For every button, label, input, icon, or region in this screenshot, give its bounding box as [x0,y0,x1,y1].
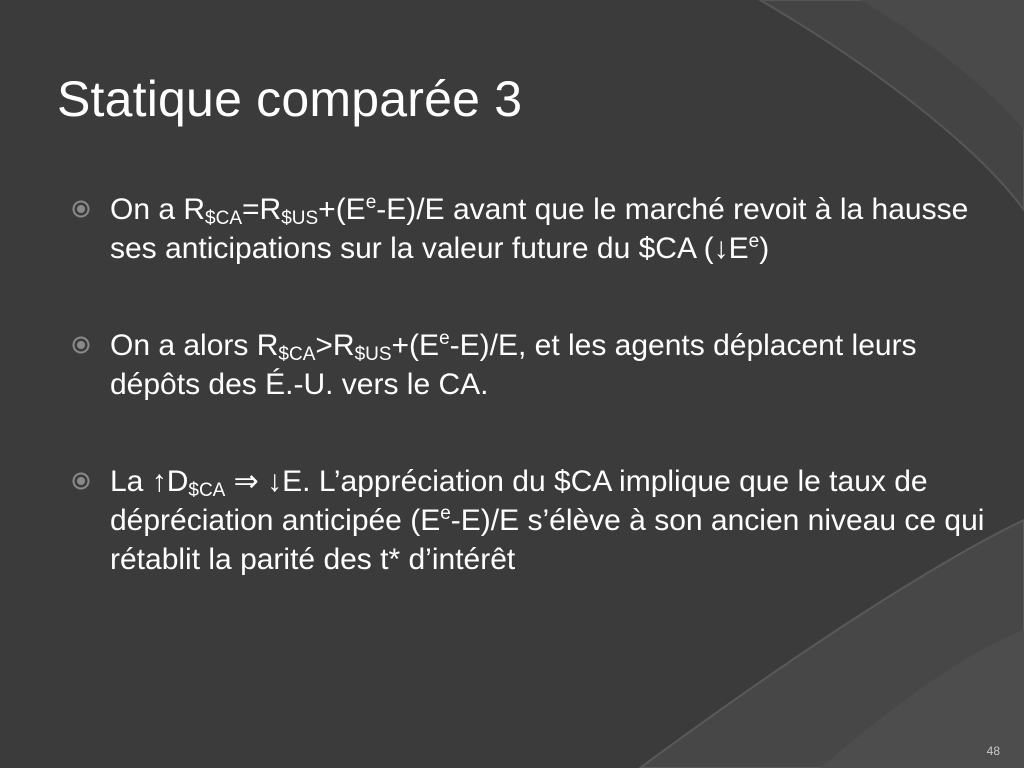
bullet-item-2 [70,326,990,404]
slide-title: Statique comparée 3 [57,71,523,127]
text-segment: ⇒ ↓E. L’appréciation du $CA implique que le taux de dépréciation anticipée (E [110,465,928,537]
text-segment: >R [315,329,355,362]
bullet-text [110,326,990,404]
superscript: e [748,231,760,252]
bullet-text [110,190,990,268]
text-segment: La ↑D [110,465,189,498]
subscript: $CA [278,344,316,365]
bullet-list [70,190,990,637]
subscript: $CA [188,480,226,501]
text-segment: ) [759,232,770,265]
text-segment: =R [242,193,282,226]
bullet-item-3 [70,462,990,579]
text-segment: On a alors R [110,329,279,362]
superscript: e [439,328,450,349]
page-number: 48 [986,744,1000,758]
subscript: $US [281,208,319,229]
text-segment: On a R [110,193,206,226]
text-segment: -E)/E s’élève à son ancien niveau ce qui rétablit la parité des t* d’intérêt [110,504,985,576]
bullet-text [110,462,990,579]
bullet-item-1 [70,190,990,268]
bullet-marker-icon [72,472,90,490]
text-segment: -E)/E, et les agents déplacent leurs dépôts des É.-U. vers le CA. [110,329,917,401]
subscript: $CA [205,208,243,229]
text-segment: +(E [391,329,440,362]
text-segment: -E)/E avant que le marché revoit à la hausse ses anticipations sur la valeur future du $CA (↓E [110,193,969,265]
bullet-marker-icon [72,336,90,354]
superscript: e [440,503,451,524]
text-segment: +(E [318,193,366,226]
superscript: e [365,192,377,213]
subscript: $US [354,344,392,365]
bullet-marker-icon [72,200,90,218]
